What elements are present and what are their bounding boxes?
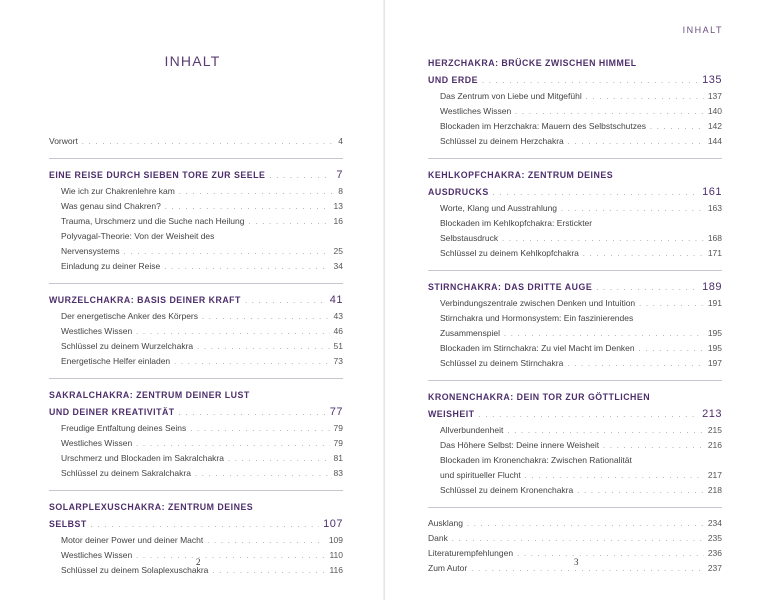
toc-entry[interactable] bbox=[49, 421, 343, 436]
toc-entry-title: Schlüssel zu deinem Stirnchakra bbox=[440, 358, 564, 368]
dot-leader bbox=[179, 185, 334, 200]
dot-leader bbox=[525, 469, 704, 484]
dot-leader bbox=[136, 437, 329, 452]
chapter-entry[interactable] bbox=[49, 292, 343, 309]
chapter-entry-page-number: 77 bbox=[329, 406, 343, 418]
chapter-entry-page-number: 107 bbox=[323, 518, 343, 530]
toc-entry[interactable] bbox=[428, 468, 722, 483]
dot-leader bbox=[197, 340, 329, 355]
toc-entry-page-number: 81 bbox=[333, 453, 343, 463]
chapter-heading-line[interactable] bbox=[428, 167, 722, 184]
dot-leader bbox=[639, 297, 704, 312]
toc-entry-title: Energetische Helfer einladen bbox=[61, 356, 171, 366]
dot-leader bbox=[596, 280, 698, 297]
toc-entry-page-number: 83 bbox=[333, 468, 343, 478]
toc-entry[interactable] bbox=[428, 296, 722, 311]
toc-entry[interactable] bbox=[428, 516, 722, 531]
chapter-entry-title: AUSDRUCKS bbox=[428, 187, 489, 197]
toc-entry-title: Westliches Wissen bbox=[61, 326, 133, 336]
chapter-entry[interactable] bbox=[49, 516, 343, 533]
chapter-heading-line[interactable] bbox=[428, 55, 722, 72]
toc-entry[interactable] bbox=[49, 199, 343, 214]
toc-entry[interactable] bbox=[428, 89, 722, 104]
toc-entry[interactable] bbox=[428, 134, 722, 149]
chapter-entry-title: UND ERDE bbox=[428, 75, 478, 85]
toc-entry-title: Wie ich zur Chakrenlehre kam bbox=[61, 186, 175, 196]
toc-entry[interactable] bbox=[49, 451, 343, 466]
toc-entry-page-number: 218 bbox=[707, 485, 722, 495]
left-page bbox=[0, 0, 385, 600]
dot-leader bbox=[248, 215, 329, 230]
dot-leader bbox=[507, 424, 703, 439]
toc-entry-title: Einladung zu deiner Reise bbox=[61, 261, 161, 271]
toc-entry-page-number: 217 bbox=[707, 470, 722, 480]
toc-entry[interactable] bbox=[49, 309, 343, 324]
dot-leader bbox=[586, 90, 704, 105]
dot-leader bbox=[136, 325, 329, 340]
dot-leader bbox=[202, 310, 330, 325]
dot-leader bbox=[195, 467, 330, 482]
toc-entry[interactable] bbox=[428, 231, 722, 246]
dot-leader bbox=[603, 439, 704, 454]
toc-entry-page-number: 43 bbox=[333, 311, 343, 321]
toc-entry-page-number: 51 bbox=[333, 341, 343, 351]
toc-entry-page-number: 140 bbox=[707, 106, 722, 116]
chapter-entry[interactable] bbox=[428, 72, 722, 89]
dot-leader bbox=[515, 105, 704, 120]
toc-entry-title: Blockaden im Stirnchakra: Zu viel Macht im Denken bbox=[440, 343, 635, 353]
toc-entry[interactable] bbox=[428, 561, 722, 576]
dot-leader bbox=[561, 202, 704, 217]
toc-entry[interactable] bbox=[428, 201, 722, 216]
toc-entry-page-number: 73 bbox=[333, 356, 343, 366]
toc-entry-title: Schlüssel zu deinem Kronenchakra bbox=[440, 485, 574, 495]
toc-entry-page-number: 116 bbox=[329, 565, 343, 575]
running-head: INHALT bbox=[682, 25, 723, 35]
chapter-entry-page-number: 213 bbox=[702, 408, 722, 420]
toc-entry-page-number: 79 bbox=[333, 423, 343, 433]
toc-entry-title: Das Höhere Selbst: Deine innere Weisheit bbox=[440, 440, 600, 450]
toc-entry[interactable] bbox=[49, 324, 343, 339]
toc-entry-title: Schlüssel zu deinem Wurzelchakra bbox=[61, 341, 194, 351]
toc-entry-title: Schlüssel zu deinem Solaplexuschakra bbox=[61, 565, 209, 575]
section-divider bbox=[49, 490, 343, 491]
toc-entry-title: Zusammenspiel bbox=[440, 328, 500, 338]
toc-entry[interactable] bbox=[428, 453, 722, 468]
toc-entry-page-number: 191 bbox=[707, 298, 722, 308]
dot-leader bbox=[639, 342, 704, 357]
toc-entry[interactable] bbox=[428, 326, 722, 341]
toc-entry-title: Der energetische Anker des Körpers bbox=[61, 311, 199, 321]
toc-entry-title: Vorwort bbox=[49, 136, 78, 146]
dot-leader bbox=[471, 562, 704, 577]
toc-entry-title: und spiritueller Flucht bbox=[440, 470, 521, 480]
toc-entry-page-number: 13 bbox=[333, 201, 343, 211]
chapter-entry[interactable] bbox=[49, 167, 343, 184]
toc-entry-page-number: 34 bbox=[333, 261, 343, 271]
chapter-entry[interactable] bbox=[49, 404, 343, 421]
dot-leader bbox=[467, 517, 704, 532]
toc-entry-page-number: 216 bbox=[707, 440, 722, 450]
toc-entry[interactable] bbox=[49, 184, 343, 199]
dot-leader bbox=[245, 293, 326, 310]
chapter-entry[interactable] bbox=[428, 406, 722, 423]
toc-entry-title: Ausklang bbox=[428, 518, 463, 528]
page-title: INHALT bbox=[164, 53, 221, 69]
toc-entry-title: Allverbundenheit bbox=[440, 425, 504, 435]
toc-entry-page-number: 168 bbox=[707, 233, 722, 243]
toc-entry[interactable] bbox=[428, 483, 722, 498]
dot-leader bbox=[577, 484, 704, 499]
toc-entry-title: Polyvagal-Theorie: Von der Weisheit des bbox=[61, 231, 215, 241]
dot-leader bbox=[650, 120, 704, 135]
section-divider bbox=[428, 507, 722, 508]
toc-entry-title: Trauma, Urschmerz und die Suche nach Heilung bbox=[61, 216, 245, 226]
toc-entry[interactable] bbox=[428, 311, 722, 326]
toc-entry[interactable] bbox=[49, 244, 343, 259]
dot-leader bbox=[179, 405, 326, 422]
section-divider bbox=[428, 380, 722, 381]
toc-entry-title: Blockaden im Kehlkopfchakra: Erstickter bbox=[440, 218, 593, 228]
section-divider bbox=[428, 270, 722, 271]
dot-leader bbox=[165, 200, 330, 215]
toc-entry[interactable] bbox=[428, 216, 722, 231]
chapter-entry-title: STIRNCHAKRA: DAS DRITTE AUGE bbox=[428, 282, 593, 292]
section-divider bbox=[49, 283, 343, 284]
chapter-entry-title: WURZELCHAKRA: BASIS DEINER KRAFT bbox=[49, 295, 241, 305]
dot-leader bbox=[269, 168, 332, 185]
toc-entry-page-number: 109 bbox=[328, 535, 343, 545]
toc-entry-page-number: 236 bbox=[707, 548, 722, 558]
dot-leader bbox=[164, 260, 329, 275]
toc-entry[interactable] bbox=[428, 531, 722, 546]
toc-entry-page-number: 237 bbox=[707, 563, 722, 573]
chapter-heading-line[interactable] bbox=[49, 499, 343, 516]
chapter-entry-page-number: 161 bbox=[702, 186, 722, 198]
toc-entry-page-number: 163 bbox=[707, 203, 722, 213]
toc-entry-page-number: 195 bbox=[707, 343, 722, 353]
chapter-entry-title: UND DEINER KREATIVITÄT bbox=[49, 407, 175, 417]
toc-entry[interactable] bbox=[428, 438, 722, 453]
dot-leader bbox=[82, 135, 334, 150]
toc-entry-page-number: 46 bbox=[333, 326, 343, 336]
section-divider bbox=[49, 158, 343, 159]
dot-leader bbox=[452, 532, 704, 547]
chapter-heading-line-text: KRONENCHAKRA: DEIN TOR ZUR GÖTTLICHEN bbox=[428, 392, 651, 402]
toc-entry-page-number: 215 bbox=[707, 425, 722, 435]
toc-entry-title: Verbindungszentrale zwischen Denken und Intuition bbox=[440, 298, 636, 308]
toc-entry[interactable] bbox=[428, 356, 722, 371]
toc-entry-title: Urschmerz und Blockaden im Sakralchakra bbox=[61, 453, 224, 463]
chapter-heading-line[interactable] bbox=[428, 389, 722, 406]
chapter-heading-line-text: SOLARPLEXUSCHAKRA: ZENTRUM DEINES bbox=[49, 502, 254, 512]
toc-entry[interactable] bbox=[428, 423, 722, 438]
toc-entry-title: Literaturempfehlungen bbox=[428, 548, 514, 558]
chapter-entry-page-number: 135 bbox=[702, 74, 722, 86]
chapter-entry-title: EINE REISE DURCH SIEBEN TORE ZUR SEELE bbox=[49, 170, 266, 180]
toc-entry[interactable] bbox=[49, 229, 343, 244]
chapter-entry-title: WEISHEIT bbox=[428, 409, 475, 419]
section-divider bbox=[428, 158, 722, 159]
dot-leader bbox=[228, 452, 330, 467]
toc-entry-title: Stirnchakra und Hormonsystem: Ein faszinierendes bbox=[440, 313, 634, 323]
dot-leader bbox=[502, 232, 704, 247]
toc-entry-page-number: 4 bbox=[338, 136, 343, 146]
toc-entry[interactable] bbox=[428, 546, 722, 561]
dot-leader bbox=[568, 135, 704, 150]
chapter-entry-page-number: 189 bbox=[702, 281, 722, 293]
toc-entry[interactable] bbox=[49, 466, 343, 481]
toc-entry-title: Was genau sind Chakren? bbox=[61, 201, 161, 211]
dot-leader bbox=[479, 407, 699, 424]
table-of-contents-left bbox=[49, 134, 343, 578]
dot-leader bbox=[212, 564, 325, 579]
chapter-entry-page-number: 41 bbox=[329, 294, 343, 306]
dot-leader bbox=[482, 73, 698, 90]
dot-leader bbox=[174, 355, 329, 370]
toc-entry[interactable] bbox=[49, 214, 343, 229]
chapter-heading-line-text: HERZCHAKRA: BRÜCKE ZWISCHEN HIMMEL bbox=[428, 58, 637, 68]
chapter-entry[interactable] bbox=[428, 184, 722, 201]
toc-entry-title: Motor deiner Power und deiner Macht bbox=[61, 535, 204, 545]
toc-entry-title: Worte, Klang und Ausstrahlung bbox=[440, 203, 558, 213]
toc-entry[interactable] bbox=[49, 339, 343, 354]
toc-entry-page-number: 16 bbox=[333, 216, 343, 226]
toc-entry-title: Selbstausdruck bbox=[440, 233, 499, 243]
dot-leader bbox=[504, 327, 704, 342]
toc-entry-page-number: 110 bbox=[329, 550, 343, 560]
toc-entry[interactable] bbox=[428, 341, 722, 356]
toc-entry-page-number: 142 bbox=[707, 121, 722, 131]
dot-leader bbox=[91, 517, 319, 534]
toc-entry-title: Nervensystems bbox=[61, 246, 120, 256]
toc-entry-title: Westliches Wissen bbox=[61, 550, 133, 560]
dot-leader bbox=[124, 245, 330, 260]
toc-entry-title: Freudige Entfaltung deines Seins bbox=[61, 423, 187, 433]
toc-entry-title: Blockaden im Kronenchakra: Zwischen Rationalität bbox=[440, 455, 632, 465]
page-number-left: 2 bbox=[196, 557, 201, 567]
toc-entry-title: Dank bbox=[428, 533, 448, 543]
toc-entry-title: Blockaden im Herzchakra: Mauern des Selbstschutzes bbox=[440, 121, 646, 131]
toc-entry-page-number: 79 bbox=[333, 438, 343, 448]
dot-leader bbox=[567, 357, 704, 372]
toc-entry-page-number: 171 bbox=[707, 248, 722, 258]
toc-entry-title: Westliches Wissen bbox=[440, 106, 512, 116]
dot-leader bbox=[190, 422, 329, 437]
toc-entry[interactable] bbox=[49, 533, 343, 548]
toc-entry-page-number: 235 bbox=[707, 533, 722, 543]
toc-entry[interactable] bbox=[49, 354, 343, 369]
toc-entry[interactable] bbox=[49, 134, 343, 149]
toc-entry[interactable] bbox=[428, 119, 722, 134]
toc-entry-title: Schlüssel zu deinem Herzchakra bbox=[440, 136, 564, 146]
toc-entry-page-number: 144 bbox=[707, 136, 722, 146]
chapter-entry-page-number: 7 bbox=[336, 169, 343, 181]
toc-entry[interactable] bbox=[428, 246, 722, 261]
dot-leader bbox=[136, 549, 325, 564]
section-divider bbox=[49, 378, 343, 379]
chapter-heading-line-text: SAKRALCHAKRA: ZENTRUM DEINER LUST bbox=[49, 390, 250, 400]
chapter-entry-title: SELBST bbox=[49, 519, 87, 529]
toc-entry-page-number: 8 bbox=[338, 186, 343, 196]
page-number-right: 3 bbox=[574, 557, 579, 567]
toc-entry[interactable] bbox=[428, 104, 722, 119]
toc-entry-page-number: 25 bbox=[333, 246, 343, 256]
toc-entry-title: Das Zentrum von Liebe und Mitgefühl bbox=[440, 91, 582, 101]
toc-entry-title: Schlüssel zu deinem Sakralchakra bbox=[61, 468, 191, 478]
table-of-contents-right bbox=[428, 55, 722, 576]
dot-leader bbox=[583, 247, 704, 262]
dot-leader bbox=[493, 185, 698, 202]
dot-leader bbox=[207, 534, 325, 549]
toc-entry-title: Schlüssel zu deinem Kehlkopfchakra bbox=[440, 248, 579, 258]
toc-entry-page-number: 234 bbox=[707, 518, 722, 528]
chapter-entry[interactable] bbox=[428, 279, 722, 296]
toc-entry-page-number: 197 bbox=[707, 358, 722, 368]
toc-entry-page-number: 195 bbox=[707, 328, 722, 338]
toc-entry-title: Westliches Wissen bbox=[61, 438, 133, 448]
toc-entry[interactable] bbox=[49, 436, 343, 451]
dot-leader bbox=[517, 547, 704, 562]
chapter-heading-line[interactable] bbox=[49, 387, 343, 404]
toc-entry-page-number: 137 bbox=[707, 91, 722, 101]
toc-entry-title: Zum Autor bbox=[428, 563, 468, 573]
toc-entry[interactable] bbox=[49, 259, 343, 274]
chapter-heading-line-text: KEHLKOPFCHAKRA: ZENTRUM DEINES bbox=[428, 170, 614, 180]
